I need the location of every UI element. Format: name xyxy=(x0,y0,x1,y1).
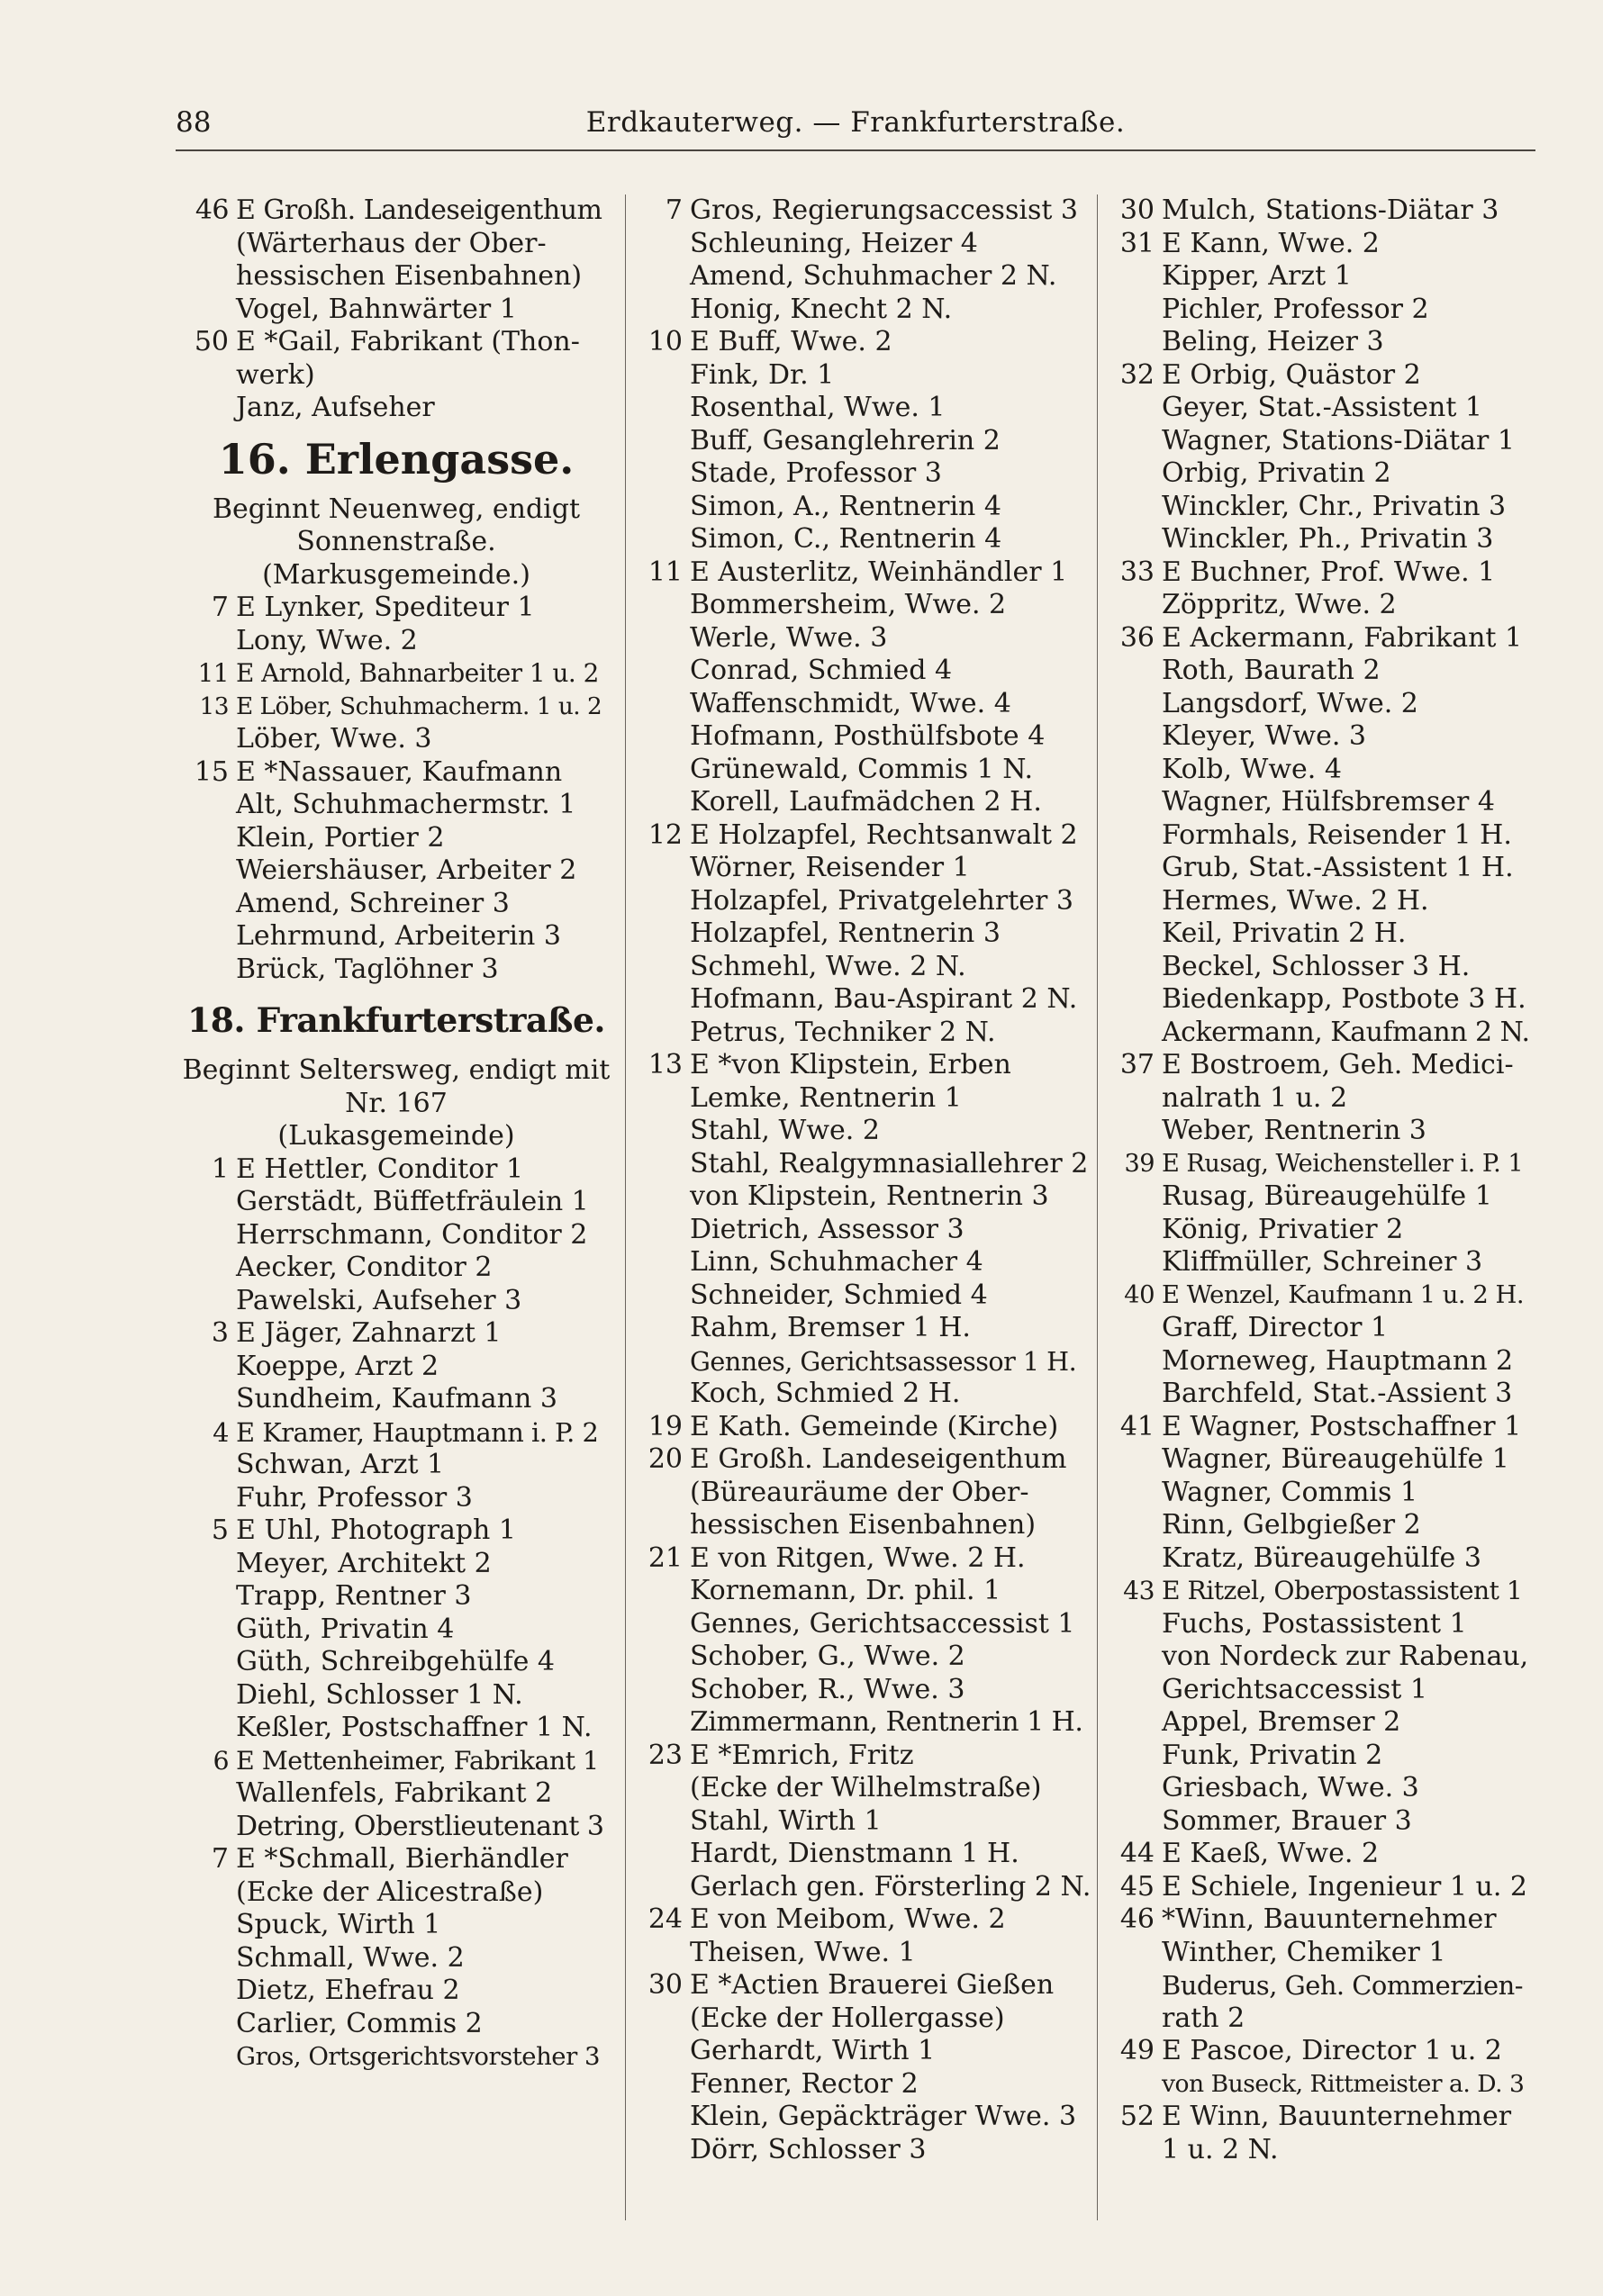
resident-line: Amend, Schreiner 3 xyxy=(236,887,510,919)
resident-line: Schmall, Wwe. 2 xyxy=(236,1941,465,1974)
house-entry xyxy=(180,1317,612,1351)
resident-line: Waffenschmidt, Wwe. 4 xyxy=(690,687,1011,719)
resident-text: E *Schmall, Bierhändler xyxy=(236,1843,568,1875)
house-entry xyxy=(1106,1903,1536,1937)
resident-text: E Bostroem, Geh. Medici- xyxy=(1162,1049,1514,1080)
house-entry xyxy=(634,1542,1091,1576)
resident-line: Grub, Stat.-Assistent 1 H. xyxy=(1162,852,1514,883)
house-entry xyxy=(1106,228,1536,261)
house-entry xyxy=(1106,556,1536,590)
resident-line: werk) xyxy=(236,358,315,391)
house-number: 7 xyxy=(665,194,683,226)
resident-line: Grünewald, Commis 1 N. xyxy=(690,753,1034,785)
house-number: 5 xyxy=(211,1514,229,1546)
house-number: 20 xyxy=(648,1443,683,1475)
resident-line: (Wärterhaus der Ober- xyxy=(236,227,547,259)
house-entry xyxy=(1106,1575,1536,1608)
resident-line: (Ecke der Wilhelmstraße) xyxy=(690,1772,1042,1803)
house-number: 31 xyxy=(1119,227,1155,259)
resident-text: E Buff, Wwe. 2 xyxy=(690,326,892,357)
house-entry xyxy=(1106,1838,1536,1871)
house-number: 44 xyxy=(1119,1838,1155,1869)
house-entry xyxy=(1106,2035,1536,2068)
house-number: 6 xyxy=(213,1745,229,1776)
house-number: 43 xyxy=(1123,1576,1155,1605)
resident-line: Detring, Oberstlieutenant 3 xyxy=(236,1810,604,1842)
resident-text: E *von Klipstein, Erben xyxy=(690,1049,1011,1080)
resident-line: Pawelski, Aufseher 3 xyxy=(236,1284,522,1316)
resident-line: Gerstädt, Büffetfräulein 1 xyxy=(236,1186,589,1217)
resident-text: E Kramer, Hauptmann i. P. 2 xyxy=(236,1416,599,1448)
resident-line: Fink, Dr. 1 xyxy=(690,358,835,391)
house-entry xyxy=(1106,1148,1536,1181)
resident-line: Schleuning, Heizer 4 xyxy=(690,227,978,259)
house-entry xyxy=(180,1514,612,1548)
house-number: 30 xyxy=(648,1969,683,2001)
resident-text: E Wagner, Postschaffner 1 xyxy=(1162,1410,1522,1442)
resident-line: Wagner, Stations-Diätar 1 xyxy=(1162,424,1516,456)
resident-line: Winther, Chemiker 1 xyxy=(1162,1936,1446,1968)
resident-text: E Austerlitz, Weinhändler 1 xyxy=(690,556,1068,588)
resident-line: Dietz, Ehefrau 2 xyxy=(236,1975,460,2006)
house-number: 46 xyxy=(195,194,229,226)
resident-line: hessischen Eisenbahnen) xyxy=(236,260,583,292)
resident-text: E Kann, Wwe. 2 xyxy=(1162,227,1380,259)
resident-text: E *Gail, Fabrikant (Thon- xyxy=(236,326,580,357)
resident-line: Stahl, Wwe. 2 xyxy=(690,1115,880,1146)
house-number: 45 xyxy=(1119,1870,1155,1903)
resident-line: nalrath 1 u. 2 xyxy=(1162,1081,1348,1114)
street-description: Beginnt Seltersweg, endigt mit xyxy=(182,1054,611,1086)
resident-line: Orbig, Privatin 2 xyxy=(1162,457,1391,489)
house-entry xyxy=(634,1740,1091,1773)
resident-line: Conrad, Schmied 4 xyxy=(690,655,953,686)
resident-line: Kolb, Wwe. 4 xyxy=(1162,753,1342,785)
house-entry xyxy=(180,756,612,790)
resident-line: Lony, Wwe. 2 xyxy=(236,624,418,656)
resident-line: Winckler, Chr., Privatin 3 xyxy=(1162,490,1507,522)
house-number: 50 xyxy=(194,326,229,357)
resident-line: Schwan, Arzt 1 xyxy=(236,1449,445,1480)
resident-text: E Mettenheimer, Fabrikant 1 xyxy=(236,1745,599,1776)
resident-line: Winckler, Ph., Privatin 3 xyxy=(1162,523,1494,555)
house-entry xyxy=(1106,2101,1536,2134)
resident-line: Barchfeld, Stat.-Assient 3 xyxy=(1162,1378,1513,1409)
column-divider xyxy=(1097,194,1098,2220)
resident-line: Lemke, Rentnerin 1 xyxy=(690,1081,962,1114)
section-heading: 16. Erlengasse. xyxy=(218,434,575,484)
resident-line: Wörner, Reisender 1 xyxy=(690,852,970,883)
resident-line: Simon, C., Rentnerin 4 xyxy=(690,523,1002,555)
resident-line: Carlier, Commis 2 xyxy=(236,2007,483,2039)
resident-line: 1 u. 2 N. xyxy=(1162,2133,1279,2165)
house-number: 49 xyxy=(1119,2035,1155,2066)
house-entry xyxy=(1106,1411,1536,1444)
resident-line: von Klipstein, Rentnerin 3 xyxy=(690,1180,1049,1212)
house-entry xyxy=(180,691,612,724)
resident-line: Ackermann, Kaufmann 2 N. xyxy=(1162,1016,1530,1048)
resident-line: Gennes, Gerichtsaccessist 1 xyxy=(690,1607,1075,1640)
resident-line: Schneider, Schmied 4 xyxy=(690,1279,988,1311)
resident-line: Löber, Wwe. 3 xyxy=(236,723,432,755)
resident-text: E Lynker, Spediteur 1 xyxy=(236,592,535,623)
resident-line: Weiershäuser, Arbeiter 2 xyxy=(236,854,577,886)
resident-line: Rinn, Gelbgießer 2 xyxy=(1162,1509,1421,1541)
house-entry xyxy=(634,819,1091,853)
street-description: Sonnenstraße. xyxy=(296,526,496,557)
section-heading: 18. Frankfurterstraße. xyxy=(187,1000,605,1040)
resident-line: Vogel, Bahnwärter 1 xyxy=(236,293,517,325)
resident-line: Klein, Gepäckträger Wwe. 3 xyxy=(690,2101,1077,2132)
house-entry xyxy=(1106,1871,1536,1904)
house-entry xyxy=(634,556,1091,590)
resident-line: Sundheim, Kaufmann 3 xyxy=(236,1383,557,1415)
resident-line: Korell, Laufmädchen 2 H. xyxy=(690,786,1042,818)
house-number: 39 xyxy=(1124,1149,1155,1178)
resident-line: Keßler, Postschaffner 1 N. xyxy=(236,1712,593,1743)
resident-line: Hardt, Dienstmann 1 H. xyxy=(690,1838,1019,1869)
resident-line: Rosenthal, Wwe. 1 xyxy=(690,392,946,423)
house-number: 30 xyxy=(1119,194,1155,226)
resident-line: Holzapfel, Privatgelehrter 3 xyxy=(690,884,1073,917)
resident-line: Holzapfel, Rentnerin 3 xyxy=(690,917,1001,949)
resident-line: Graff, Director 1 xyxy=(1162,1312,1389,1343)
resident-line: Gros, Ortsgerichtsvorsteher 3 xyxy=(236,2042,600,2071)
header-rule xyxy=(176,149,1535,151)
house-entry xyxy=(1106,1279,1536,1313)
house-entry xyxy=(180,326,612,359)
house-number: 1 xyxy=(211,1153,229,1185)
resident-text: E *Actien Brauerei Gießen xyxy=(690,1969,1055,2001)
resident-text: E *Emrich, Fritz xyxy=(690,1739,914,1771)
house-entry xyxy=(180,1416,612,1450)
resident-line: (Büreauräume der Ober- xyxy=(690,1476,1029,1508)
resident-line: Schmehl, Wwe. 2 N. xyxy=(690,950,966,982)
resident-text: E Pascoe, Director 1 u. 2 xyxy=(1162,2035,1502,2066)
resident-line: Lehrmund, Arbeiterin 3 xyxy=(236,920,561,952)
street-description: Nr. 167 xyxy=(345,1087,448,1119)
house-number: 15 xyxy=(194,755,229,788)
resident-text: E Buchner, Prof. Wwe. 1 xyxy=(1162,556,1496,588)
house-number: 19 xyxy=(648,1410,683,1442)
resident-line: Keil, Privatin 2 H. xyxy=(1162,917,1407,949)
resident-line: Hofmann, Posthülfsbote 4 xyxy=(690,720,1046,752)
house-entry xyxy=(180,194,612,228)
house-entry xyxy=(634,194,1091,228)
resident-line: Kipper, Arzt 1 xyxy=(1162,260,1352,292)
resident-line: Funk, Privatin 2 xyxy=(1162,1739,1383,1771)
house-entry xyxy=(634,1903,1091,1937)
resident-line: Schober, R., Wwe. 3 xyxy=(690,1673,965,1705)
house-number: 37 xyxy=(1119,1049,1155,1080)
resident-line: Bommersheim, Wwe. 2 xyxy=(690,589,1007,620)
resident-line: Dietrich, Assessor 3 xyxy=(690,1213,965,1245)
resident-line: Klein, Portier 2 xyxy=(236,821,445,854)
house-number: 46 xyxy=(1119,1903,1155,1935)
resident-line: (Ecke der Hollergasse) xyxy=(690,2002,1005,2034)
resident-text: E Holzapfel, Rechtsanwalt 2 xyxy=(690,818,1078,851)
resident-line: Trapp, Rentner 3 xyxy=(236,1580,472,1612)
resident-line: Morneweg, Hauptmann 2 xyxy=(1162,1344,1514,1377)
directory-column-3 xyxy=(1106,194,1536,2220)
house-entry xyxy=(634,1969,1091,2002)
resident-text: Gros, Regierungsaccessist 3 xyxy=(690,194,1079,226)
resident-line: Dörr, Schlosser 3 xyxy=(690,2133,927,2165)
resident-line: Rusag, Büreaugehülfe 1 xyxy=(1162,1180,1492,1212)
resident-text: E Uhl, Photograph 1 xyxy=(236,1514,516,1546)
resident-line: Buff, Gesanglehrerin 2 xyxy=(690,424,1001,456)
resident-line: Hofmann, Bau-Aspirant 2 N. xyxy=(690,983,1078,1015)
resident-line: Güth, Schreibgehülfe 4 xyxy=(236,1646,555,1677)
resident-line: Sommer, Brauer 3 xyxy=(1162,1804,1412,1837)
resident-line: Honig, Knecht 2 N. xyxy=(690,293,953,325)
resident-line: Beckel, Schlosser 3 H. xyxy=(1162,950,1471,982)
resident-line: Gerhardt, Wirth 1 xyxy=(690,2035,936,2066)
resident-text: E Ritzel, Oberpostassistent 1 xyxy=(1162,1576,1523,1605)
house-number: 32 xyxy=(1119,358,1155,391)
resident-line: Gerlach gen. Försterling 2 N. xyxy=(690,1870,1091,1903)
house-number: 7 xyxy=(211,1843,229,1875)
resident-line: Herrschmann, Conditor 2 xyxy=(236,1218,588,1251)
resident-line: hessischen Eisenbahnen) xyxy=(690,1509,1037,1541)
house-number: 11 xyxy=(197,658,229,688)
house-number: 41 xyxy=(1119,1410,1155,1442)
resident-line: Diehl, Schlosser 1 N. xyxy=(236,1678,523,1711)
resident-line: Kleyer, Wwe. 3 xyxy=(1162,720,1367,752)
resident-line: Aecker, Conditor 2 xyxy=(236,1252,493,1283)
house-number: 10 xyxy=(648,326,683,357)
resident-line: Fenner, Rector 2 xyxy=(690,2067,919,2100)
resident-line: Appel, Bremser 2 xyxy=(1162,1706,1401,1738)
resident-line: Wallenfels, Fabrikant 2 xyxy=(236,1777,553,1809)
house-entry xyxy=(180,657,612,691)
resident-text: E Ackermann, Fabrikant 1 xyxy=(1162,621,1523,654)
resident-text: E Schiele, Ingenieur 1 u. 2 xyxy=(1162,1870,1527,1903)
resident-line: Gerichtsaccessist 1 xyxy=(1162,1673,1427,1705)
resident-line: Alt, Schuhmachermstr. 1 xyxy=(236,789,576,820)
resident-line: Griesbach, Wwe. 3 xyxy=(1162,1772,1419,1803)
resident-text: E Winn, Bauunternehmer xyxy=(1162,2101,1512,2132)
resident-line: Stade, Professor 3 xyxy=(690,457,942,489)
house-entry xyxy=(1106,1049,1536,1082)
resident-line: Rahm, Bremser 1 H. xyxy=(690,1312,971,1343)
resident-text: E Löber, Schuhmacherm. 1 u. 2 xyxy=(236,692,602,720)
house-entry xyxy=(634,1443,1091,1477)
resident-text: E von Meibom, Wwe. 2 xyxy=(690,1903,1006,1935)
resident-line: Spuck, Wirth 1 xyxy=(236,1909,441,1940)
resident-line: Gennes, Gerichtsassessor 1 H. xyxy=(690,1345,1077,1377)
house-number: 24 xyxy=(648,1903,683,1935)
resident-line: Koeppe, Arzt 2 xyxy=(236,1350,439,1382)
resident-line: rath 2 xyxy=(1162,2002,1245,2034)
resident-line: Hermes, Wwe. 2 H. xyxy=(1162,884,1429,917)
resident-line: Weber, Rentnerin 3 xyxy=(1162,1115,1426,1146)
page-number: 88 xyxy=(176,106,212,139)
house-number: 13 xyxy=(199,692,229,720)
resident-line: Werle, Wwe. 3 xyxy=(690,621,888,654)
house-number: 3 xyxy=(211,1317,229,1349)
resident-line: Güth, Privatin 4 xyxy=(236,1613,455,1645)
resident-text: E Großh. Landeseigenthum xyxy=(236,194,602,226)
house-number: 23 xyxy=(648,1739,683,1771)
house-number: 12 xyxy=(648,818,683,851)
resident-text: E Wenzel, Kaufmann 1 u. 2 H. xyxy=(1162,1280,1525,1309)
house-entry xyxy=(1106,359,1536,393)
resident-line: Meyer, Architekt 2 xyxy=(236,1547,492,1579)
house-entry xyxy=(634,1049,1091,1082)
house-number: 11 xyxy=(648,556,683,588)
resident-line: Formhals, Reisender 1 H. xyxy=(1162,818,1512,851)
resident-line: Petrus, Techniker 2 N. xyxy=(690,1016,996,1048)
resident-line: Koch, Schmied 2 H. xyxy=(690,1378,961,1409)
resident-line: König, Privatier 2 xyxy=(1162,1213,1404,1245)
house-number: 36 xyxy=(1119,621,1155,654)
resident-line: Zöppritz, Wwe. 2 xyxy=(1162,589,1397,620)
directory-column-1 xyxy=(180,194,612,2220)
house-entry xyxy=(180,1745,612,1778)
resident-line: Biedenkapp, Postbote 3 H. xyxy=(1162,983,1526,1015)
resident-line: Fuhr, Professor 3 xyxy=(236,1481,473,1514)
resident-text: Mulch, Stations-Diätar 3 xyxy=(1162,194,1499,226)
resident-text: E Orbig, Quästor 2 xyxy=(1162,358,1421,391)
resident-line: Zimmermann, Rentnerin 1 H. xyxy=(690,1706,1083,1738)
resident-line: Theisen, Wwe. 1 xyxy=(690,1936,916,1968)
resident-text: E Rusag, Weichensteller i. P. 1 xyxy=(1162,1149,1524,1178)
house-entry xyxy=(180,1843,612,1876)
resident-line: Kratz, Büreaugehülfe 3 xyxy=(1162,1541,1481,1574)
column-divider xyxy=(625,194,626,2220)
resident-line: von Buseck, Rittmeister a. D. 3 xyxy=(1162,2069,1525,2098)
house-number: 4 xyxy=(213,1416,229,1448)
house-entry xyxy=(180,592,612,625)
resident-line: Beling, Heizer 3 xyxy=(1162,326,1384,357)
resident-line: Simon, A., Rentnerin 4 xyxy=(690,490,1001,522)
house-number: 33 xyxy=(1119,556,1155,588)
resident-line: Brück, Taglöhner 3 xyxy=(236,953,499,985)
resident-text: E Arnold, Bahnarbeiter 1 u. 2 xyxy=(236,658,599,688)
resident-line: Stahl, Wirth 1 xyxy=(690,1804,882,1837)
resident-text: *Winn, Bauunternehmer xyxy=(1162,1903,1497,1935)
resident-line: Wagner, Büreaugehülfe 1 xyxy=(1162,1443,1509,1475)
page-header xyxy=(176,106,1535,149)
house-number: 21 xyxy=(648,1541,683,1574)
resident-line: Amend, Schuhmacher 2 N. xyxy=(690,260,1057,292)
house-number: 52 xyxy=(1119,2101,1155,2132)
resident-text: E von Ritgen, Wwe. 2 H. xyxy=(690,1541,1026,1574)
street-description: Beginnt Neuenweg, endigt xyxy=(212,493,581,525)
resident-line: Janz, Aufseher xyxy=(236,392,435,423)
house-entry xyxy=(634,326,1091,359)
street-description: (Markusgemeinde.) xyxy=(262,558,530,591)
resident-line: Geyer, Stat.-Assistent 1 xyxy=(1162,392,1483,423)
resident-line: Kornemann, Dr. phil. 1 xyxy=(690,1575,1001,1606)
directory-column-2 xyxy=(634,194,1091,2220)
resident-line: Wagner, Commis 1 xyxy=(1162,1476,1418,1508)
resident-text: E Hettler, Conditor 1 xyxy=(236,1153,524,1185)
resident-line: (Ecke der Alicestraße) xyxy=(236,1876,544,1908)
resident-line: Pichler, Professor 2 xyxy=(1162,293,1429,325)
resident-line: Schober, G., Wwe. 2 xyxy=(690,1641,965,1672)
resident-line: Linn, Schuhmacher 4 xyxy=(690,1246,983,1278)
house-entry xyxy=(1106,622,1536,655)
resident-text: E Kath. Gemeinde (Kirche) xyxy=(690,1410,1059,1442)
resident-text: E Kaeß, Wwe. 2 xyxy=(1162,1838,1380,1869)
resident-line: Stahl, Realgymnasiallehrer 2 xyxy=(690,1147,1089,1180)
resident-text: E Großh. Landeseigenthum xyxy=(690,1443,1067,1475)
street-description: (Lukasgemeinde) xyxy=(277,1120,515,1152)
house-number: 13 xyxy=(648,1049,683,1080)
resident-line: Buderus, Geh. Commerzien- xyxy=(1162,1970,1524,2001)
resident-line: Roth, Baurath 2 xyxy=(1162,655,1381,686)
house-entry xyxy=(634,1411,1091,1444)
running-title: Erdkauterweg. — Frankfurterstraße. xyxy=(585,106,1126,139)
house-entry xyxy=(1106,194,1536,228)
house-number: 7 xyxy=(211,592,229,623)
house-entry xyxy=(180,1153,612,1187)
resident-line: Kliffmüller, Schreiner 3 xyxy=(1162,1246,1483,1278)
resident-line: Fuchs, Postassistent 1 xyxy=(1162,1607,1467,1640)
resident-line: Langsdorf, Wwe. 2 xyxy=(1162,687,1418,719)
resident-line: Wagner, Hülfsbremser 4 xyxy=(1162,786,1495,818)
resident-text: E *Nassauer, Kaufmann xyxy=(236,755,563,788)
resident-line: von Nordeck zur Rabenau, xyxy=(1162,1641,1529,1672)
house-number: 40 xyxy=(1124,1280,1155,1309)
resident-text: E Jäger, Zahnarzt 1 xyxy=(236,1317,502,1349)
